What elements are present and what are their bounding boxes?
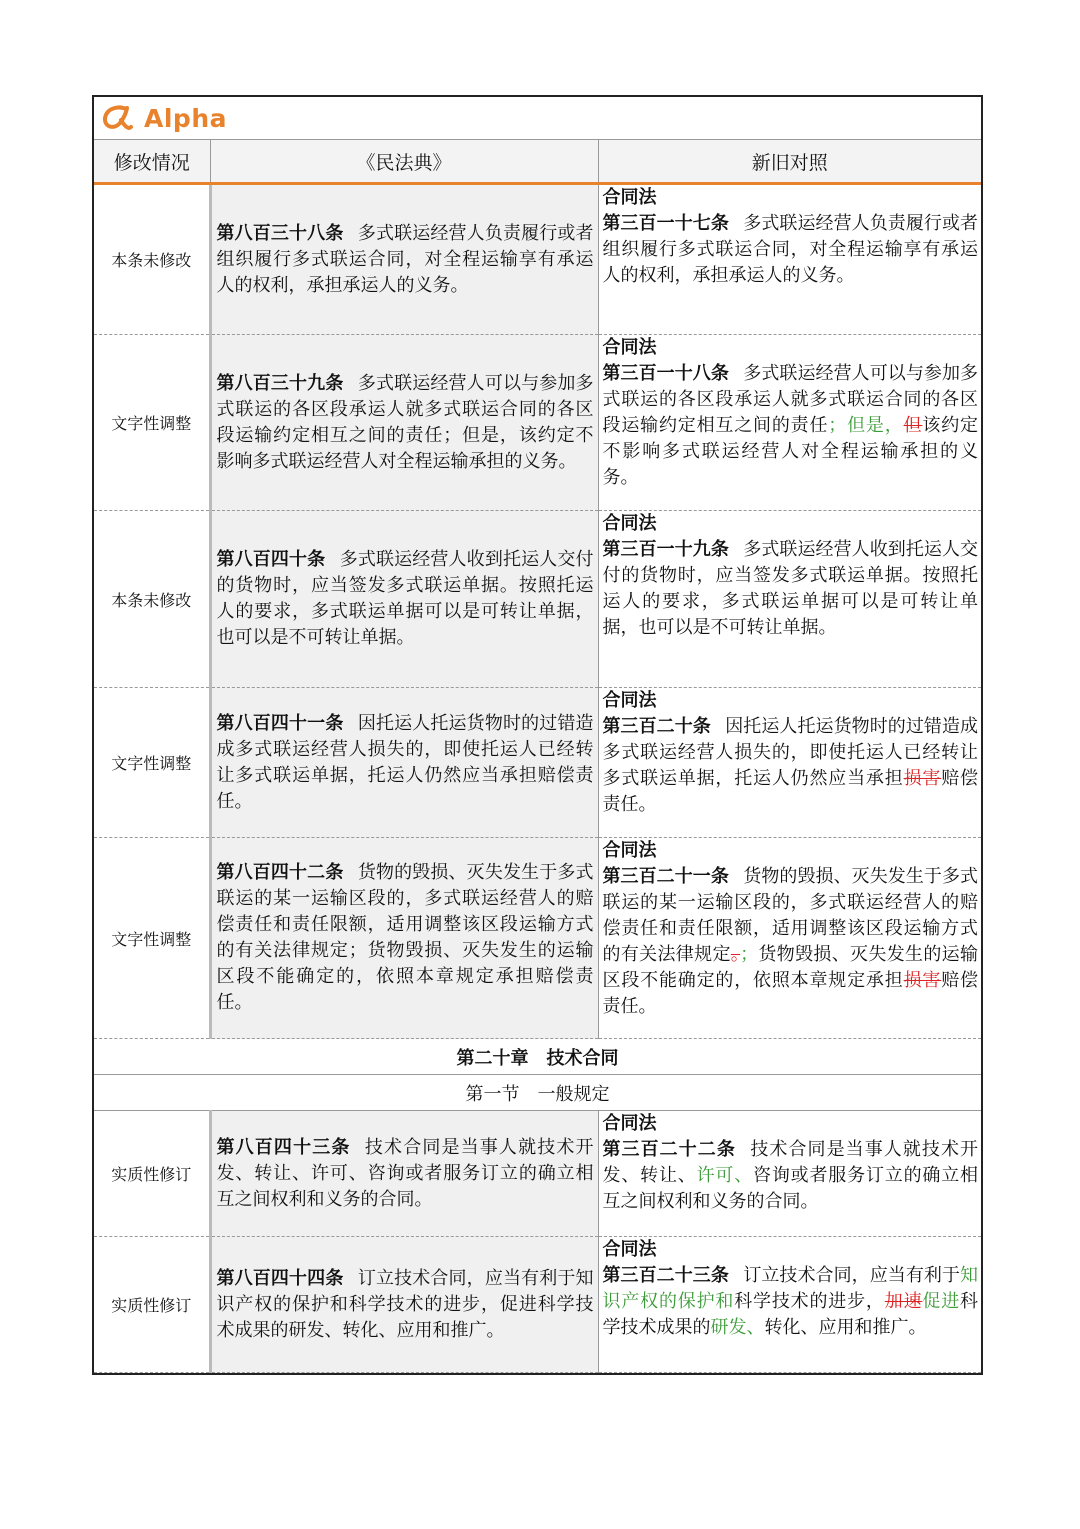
chapter-title: 第二十章 技术合同 <box>94 1039 981 1075</box>
article-text: 多式联运经营人可以与参加多式联运的各区段承运人就多式联运合同的各区段运输约定相互之间的责任；但是，该约定不影响多式联运经营人对全程运输承担的义务。 <box>216 372 594 472</box>
section-row <box>94 1075 981 1111</box>
table-body-headings <box>94 1039 981 1111</box>
source-law-label: 合同法 <box>602 840 657 861</box>
old-law-comparison <box>598 1111 981 1237</box>
article-text: 技术合同是当事人就技术开发、转让、许可、咨询或者服务订立的确立相互之间权利和义务的合同。 <box>216 1136 594 1210</box>
old-article-number: 第三百二十条 <box>602 716 711 737</box>
article-text: 多式联运经营人收到托运人交付的货物时，应当签发多式联运单据。按照托运人的要求，多式联运单据可以是可转让单据，也可以是不可转让单据。 <box>216 549 594 648</box>
header-comparison: 新旧对照 <box>598 140 981 184</box>
added-text: 研发、 <box>710 1317 765 1338</box>
civil-code-article <box>210 688 598 838</box>
deleted-text: 但 <box>903 415 923 436</box>
deleted-text: 损害 <box>903 768 942 789</box>
source-law-label: 合同法 <box>602 513 657 534</box>
old-law-comparison <box>598 511 981 688</box>
comparison-document <box>92 95 983 1375</box>
source-law-label: 合同法 <box>602 1113 657 1134</box>
added-text: 许可、 <box>696 1165 754 1186</box>
revision-status: 文字性调整 <box>94 688 210 838</box>
source-law-label: 合同法 <box>602 337 657 358</box>
table-row <box>94 335 981 511</box>
civil-code-article <box>210 1237 598 1373</box>
old-article-number: 第三百二十三条 <box>602 1265 729 1286</box>
revision-status: 文字性调整 <box>94 335 210 511</box>
old-article-number: 第三百一十七条 <box>602 213 729 234</box>
alpha-logo-icon <box>100 103 136 133</box>
revision-status: 实质性修订 <box>94 1111 210 1237</box>
article-number: 第八百四十二条 <box>216 862 344 883</box>
chapter-row <box>94 1039 981 1075</box>
old-law-comparison <box>598 335 981 511</box>
table-row <box>94 184 981 335</box>
added-text: ； <box>740 944 759 965</box>
table-row <box>94 688 981 838</box>
old-text-segment: 货物毁损、灭失发生的运输区段不能确定的，依照本章规定承担 <box>602 944 979 991</box>
source-law-label: 合同法 <box>602 187 657 208</box>
article-number: 第八百四十四条 <box>216 1267 344 1289</box>
header-status: 修改情况 <box>94 140 210 184</box>
article-number: 第八百四十条 <box>216 549 326 570</box>
old-law-comparison <box>598 688 981 838</box>
source-law-label: 合同法 <box>602 1239 657 1260</box>
deleted-text: 损害 <box>903 970 942 991</box>
old-text-segment: 咨询或者服务订立的确立相互之间权利和义务的合同。 <box>602 1165 979 1212</box>
old-text-segment: 多式联运经营人可以与参加多式联运的各区段承运人就多式联运合同的各区段运输约定相互之间的责任 <box>602 363 979 436</box>
old-law-comparison <box>598 184 981 335</box>
added-text: 知识产权的保护和 <box>602 1265 979 1312</box>
added-text: 但是， <box>846 415 904 436</box>
old-article-number: 第三百二十一条 <box>602 866 729 887</box>
table-header-row <box>94 140 981 184</box>
old-text-segment: 赔偿责任。 <box>602 768 979 815</box>
section-title: 第一节 一般规定 <box>94 1075 981 1111</box>
article-number: 第八百四十一条 <box>216 712 344 734</box>
revision-status: 本条未修改 <box>94 511 210 688</box>
article-number: 第八百三十八条 <box>216 222 344 244</box>
table-body-technology <box>94 1111 981 1373</box>
article-text: 因托运人托运货物时的过错造成多式联运经营人损失的，即使托运人已经转让多式联运单据，托运人仍然应当承担赔偿责任。 <box>216 712 594 812</box>
old-article-number: 第三百一十八条 <box>602 363 729 384</box>
old-text-segment: 科学技术的进步， <box>734 1291 885 1312</box>
civil-code-article <box>210 335 598 511</box>
deleted-text: 加速 <box>884 1291 923 1312</box>
old-text-segment: 赔偿责任。 <box>602 970 979 1017</box>
old-article-number: 第三百二十二条 <box>602 1139 736 1160</box>
table-body-transport <box>94 184 981 1039</box>
article-number: 第八百四十三条 <box>216 1136 351 1158</box>
old-text-segment: 技术合同是当事人就技术开发、转让、 <box>602 1139 979 1186</box>
article-text: 订立技术合同，应当有利于知识产权的保护和科学技术的进步，促进科学技术成果的研发、转化、应用和推广。 <box>216 1267 594 1341</box>
table-row <box>94 1237 981 1373</box>
old-law-comparison <box>598 838 981 1039</box>
brand-name: Alpha <box>144 103 227 133</box>
civil-code-article <box>210 838 598 1039</box>
old-text-segment: 订立技术合同，应当有利于 <box>743 1265 961 1286</box>
revision-status: 实质性修订 <box>94 1237 210 1373</box>
header-civil-code: 《民法典》 <box>210 140 598 184</box>
civil-code-article <box>210 1111 598 1237</box>
article-text: 多式联运经营人负责履行或者组织履行多式联运合同，对全程运输享有承运人的权利，承担承运人的义务。 <box>216 222 594 296</box>
old-text-segment: 多式联运经营人收到托运人交付的货物时，应当签发多式联运单据。按照托运人的要求，多式联运单据可以是可转让单据，也可以是不可转让单据。 <box>602 539 979 638</box>
added-text: ； <box>828 415 847 436</box>
civil-code-article <box>210 511 598 688</box>
table-row <box>94 838 981 1039</box>
deleted-text: 。 <box>730 944 741 965</box>
old-article-number: 第三百一十九条 <box>602 539 729 560</box>
old-text-segment: 该约定不影响多式联运经营人对全程运输承担的义务。 <box>602 415 979 488</box>
table-row <box>94 511 981 688</box>
article-text: 货物的毁损、灭失发生于多式联运的某一运输区段的，多式联运经营人的赔偿责任和责任限额，适用调整该区段运输方式的有关法律规定；货物毁损、灭失发生的运输区段不能确定的，依照本章规定承担赔偿责任。 <box>216 862 594 1013</box>
old-text-segment: 转化、应用和推广。 <box>764 1317 927 1338</box>
old-text-segment: 多式联运经营人负责履行或者组织履行多式联运合同，对全程运输享有承运人的权利，承担承运人的义务。 <box>602 213 979 286</box>
comparison-table <box>94 140 981 1373</box>
civil-code-article <box>210 184 598 335</box>
article-number: 第八百三十九条 <box>216 372 344 394</box>
revision-status: 本条未修改 <box>94 184 210 335</box>
old-text-segment: 货物的毁损、灭失发生于多式联运的某一运输区段的，多式联运经营人的赔偿责任和责任限额，适用调整该区段运输方式的有关法律规定 <box>602 866 979 965</box>
old-text-segment: 因托运人托运货物时的过错造成多式联运经营人损失的，即使托运人已经转让多式联运单据，托运人仍然应当承担 <box>602 716 979 789</box>
source-law-label: 合同法 <box>602 690 657 711</box>
old-text-segment: 科学技术成果的 <box>602 1291 979 1338</box>
table-row <box>94 1111 981 1237</box>
added-text: 促进 <box>922 1291 961 1312</box>
revision-status: 文字性调整 <box>94 838 210 1039</box>
brand-header <box>94 97 981 140</box>
old-law-comparison <box>598 1237 981 1373</box>
